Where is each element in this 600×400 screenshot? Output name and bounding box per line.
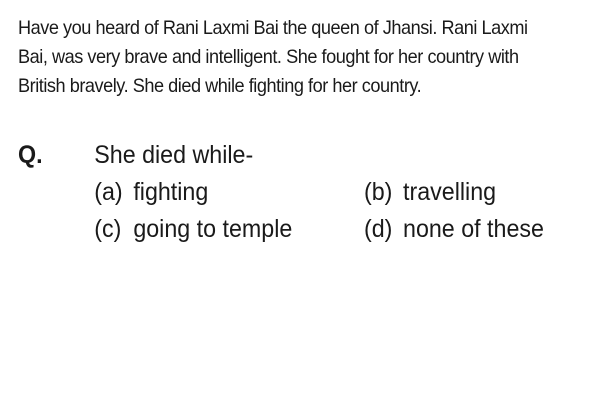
passage — [18, 14, 548, 101]
option-text: going to temple — [133, 215, 293, 243]
option-text: travelling — [403, 178, 497, 206]
passage-line: Bai, was very brave and intelligent. She fought for her country with — [18, 46, 519, 68]
option-text: fighting — [133, 178, 209, 206]
option-letter: (a) — [94, 178, 123, 206]
passage-line: Have you heard of Rani Laxmi Bai the queen of Jhansi. Rani Laxmi — [18, 17, 528, 39]
option-letter: (b) — [363, 178, 393, 206]
passage-line: British bravely. She died while fighting for her country. — [18, 75, 422, 97]
question-label: Q. — [18, 141, 43, 169]
question-text: She died while- — [94, 141, 254, 169]
option-b[interactable] — [364, 174, 496, 210]
option-a[interactable] — [94, 174, 208, 210]
option-text: none of these — [403, 215, 544, 243]
option-letter: (c) — [94, 215, 122, 243]
option-d[interactable] — [364, 211, 544, 247]
option-letter: (d) — [363, 215, 393, 243]
option-c[interactable] — [94, 211, 292, 247]
